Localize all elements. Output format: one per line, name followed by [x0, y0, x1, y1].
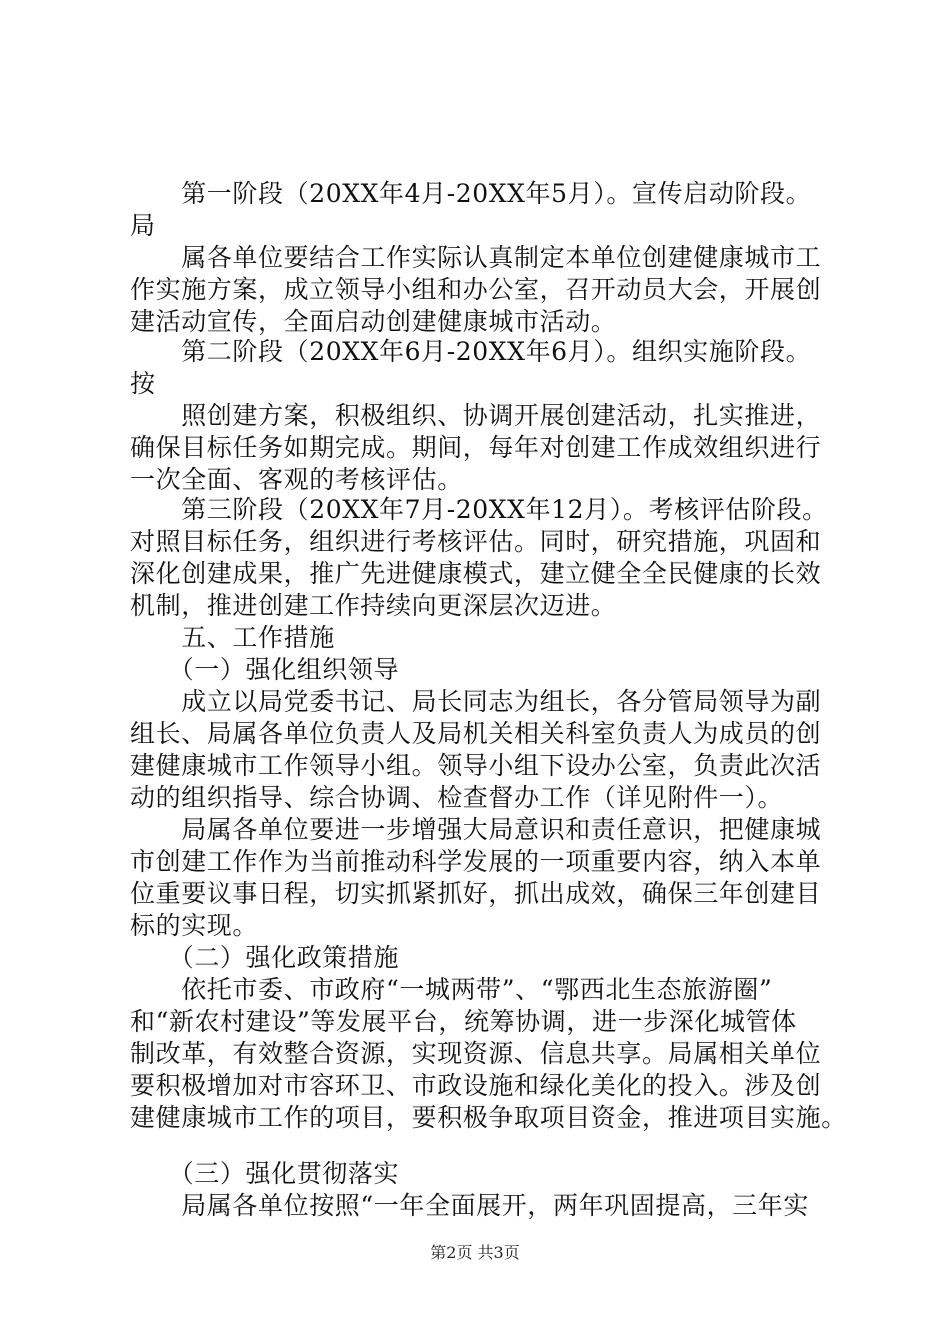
paragraph-line: 位重要议事日程，切实抓紧抓好，抓出成效，确保三年创建目 — [130, 879, 822, 908]
paragraph-line: 建健康城市工作领导小组。领导小组下设办公室，负责此次活 — [130, 751, 822, 780]
paragraph-line: 作实施方案，成立领导小组和办公室，召开动员大会，开展创 — [130, 275, 822, 304]
paragraph-line: 深化创建成果，推广先进健康模式，建立健全全民健康的长效 — [130, 559, 822, 588]
paragraph-line: 一次全面、客观的考核评估。 — [130, 465, 463, 494]
paragraph-line: 局 — [130, 211, 156, 240]
paragraph-line: 对照目标任务，组织进行考核评估。同时，研究措施，巩固和 — [130, 527, 822, 556]
subsection-heading: （三）强化贯彻落实 — [130, 1159, 400, 1188]
paragraph-line: 第二阶段（20XX年6月-20XX年6月）。组织实施阶段。 — [130, 337, 812, 366]
paragraph-line: 属各单位要结合工作实际认真制定本单位创建健康城市工 — [130, 243, 822, 272]
paragraph-line: 成立以局党委书记、局长同志为组长，各分管局领导为副 — [130, 687, 822, 716]
paragraph-line: 照创建方案，积极组织、协调开展创建活动，扎实推进， — [130, 401, 822, 430]
paragraph-line: 第一阶段（20XX年4月-20XX年5月）。宣传启动阶段。 — [130, 179, 812, 208]
paragraph-line: 依托市委、市政府“一城两带”、“鄂西北生态旅游圈” — [130, 975, 773, 1004]
paragraph-line: 动的组织指导、综合协调、检查督办工作（详见附件一）。 — [130, 783, 784, 812]
subsection-heading: （二）强化政策措施 — [130, 943, 400, 972]
paragraph-line: 机制，推进创建工作持续向更深层次迈进。 — [130, 591, 617, 620]
paragraph-line: 局属各单位按照“一年全面展开，两年巩固提高，三年实 — [130, 1191, 809, 1220]
section-heading: 五、工作措施 — [130, 623, 335, 652]
paragraph-line: 制改革，有效整合资源，实现资源、信息共享。局属相关单位 — [130, 1039, 822, 1068]
subsection-heading: （一）强化组织领导 — [130, 655, 400, 684]
page-number-footer: 第2页 共3页 — [430, 1243, 520, 1262]
paragraph-line: 局属各单位要进一步增强大局意识和责任意识，把健康城 — [130, 815, 822, 844]
paragraph-line: 组长、局属各单位负责人及局机关相关科室负责人为成员的创 — [130, 719, 822, 748]
paragraph-line: 和“新农村建设”等发展平台，统筹协调，进一步深化城管体 — [130, 1007, 797, 1036]
paragraph-line: 市创建工作作为当前推动科学发展的一项重要内容，纳入本单 — [130, 847, 822, 876]
paragraph-line: 标的实现。 — [130, 911, 259, 940]
paragraph-line: 建健康城市工作的项目，要积极争取项目资金，推进项目实施。 — [130, 1103, 847, 1132]
paragraph-line: 确保目标任务如期完成。期间，每年对创建工作成效组织进行 — [130, 433, 822, 462]
paragraph-line: 建活动宣传，全面启动创建健康城市活动。 — [130, 307, 617, 336]
paragraph-line: 要积极增加对市容环卫、市政设施和绿化美化的投入。涉及创 — [130, 1071, 822, 1100]
paragraph-line: 第三阶段（20XX年7月-20XX年12月）。考核评估阶段。 — [130, 495, 828, 524]
paragraph-line: 按 — [130, 369, 156, 398]
